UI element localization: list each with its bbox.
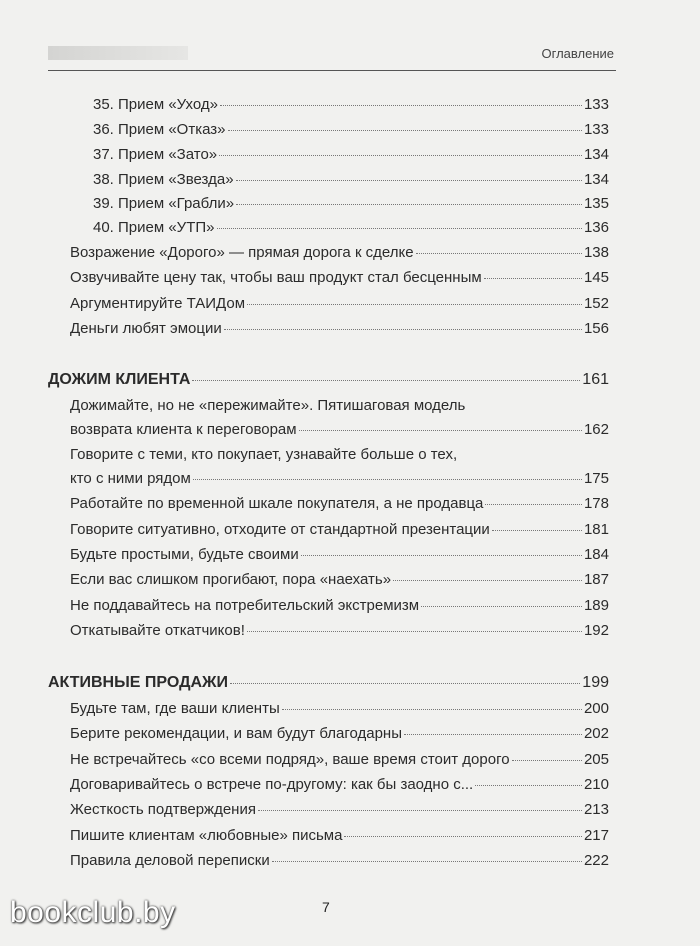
toc-entry-title: Берите рекомендации, и вам будут благодарны — [70, 725, 402, 742]
toc-section-heading — [48, 371, 609, 389]
section-title: ДОЖИМ КЛИЕНТА — [48, 371, 191, 388]
dot-leader — [421, 606, 582, 607]
toc-entry-page: 156 — [583, 320, 609, 337]
toc-entry-title: Озвучивайте цену так, чтобы ваш продукт стал бесценным — [70, 269, 482, 286]
toc-entry-title: 40. Прием «УТП» — [93, 219, 215, 236]
toc-entry-title: Работайте по временной шкале покупателя, а не продавца — [70, 495, 484, 512]
toc-entry-title: 37. Прием «Зато» — [93, 146, 218, 163]
toc-entry — [93, 171, 609, 189]
toc-entry — [70, 597, 609, 615]
dot-leader — [230, 683, 580, 684]
toc-entry-title: Аргументируйте ТАИДом — [70, 295, 246, 312]
toc-entry-page: 200 — [583, 700, 609, 717]
toc-entry-page: 133 — [583, 121, 609, 138]
dot-leader — [219, 155, 582, 156]
toc-entry-title: Будьте там, где ваши клиенты — [70, 700, 280, 717]
toc-entry — [70, 700, 609, 718]
toc-entry — [70, 244, 609, 262]
section-page: 199 — [582, 674, 609, 691]
toc-entry — [70, 521, 609, 539]
toc-entry-page: 133 — [583, 96, 609, 113]
dot-leader — [272, 861, 582, 862]
toc-entry — [70, 320, 609, 338]
dot-leader — [344, 836, 582, 837]
toc-entry-first-line: Дожимайте, но не «пережимайте». Пятишаговая модель — [70, 397, 466, 414]
toc-entry-title: 35. Прием «Уход» — [93, 96, 218, 113]
toc-entry — [93, 146, 609, 164]
toc-entry-title: Не встречайтесь «со всеми подряд», ваше время стоит дорого — [70, 751, 510, 768]
toc-entry-page: 189 — [583, 597, 609, 614]
toc-entry — [70, 546, 609, 564]
dot-leader — [220, 105, 582, 106]
toc-entry-title: 38. Прием «Звезда» — [93, 171, 234, 188]
toc-entry-page: 202 — [583, 725, 609, 742]
dot-leader — [485, 504, 582, 505]
toc-entry — [70, 295, 609, 313]
toc-entry-page: 184 — [583, 546, 609, 563]
toc-entry-page: 181 — [583, 521, 609, 538]
dot-leader — [512, 760, 582, 761]
page-number: 7 — [322, 899, 330, 915]
toc-entry — [93, 121, 609, 139]
dot-leader — [236, 204, 582, 205]
toc-entry-page: 175 — [583, 470, 609, 487]
running-header — [48, 44, 616, 71]
dot-leader — [282, 709, 582, 710]
toc-entry-title: 39. Прием «Грабли» — [93, 195, 235, 212]
header-title: Оглавление — [541, 46, 614, 61]
toc-entry-title: Пишите клиентам «любовные» письма — [70, 827, 343, 844]
section-page: 161 — [582, 371, 609, 388]
toc-entry-page: 136 — [583, 219, 609, 236]
toc-entry — [70, 852, 609, 870]
toc-entry — [70, 495, 609, 513]
toc-entry-page: 134 — [583, 146, 609, 163]
toc-entry-page: 138 — [583, 244, 609, 261]
dot-leader — [224, 329, 582, 330]
toc-entry-title: Откатывайте откатчиков! — [70, 622, 245, 639]
toc-entry-title: Не поддавайтесь на потребительский экстремизм — [70, 597, 420, 614]
header-decor-bar — [48, 46, 188, 60]
toc-entry-page: 192 — [583, 622, 609, 639]
dot-leader — [247, 631, 582, 632]
toc-entry-page: 210 — [583, 776, 609, 793]
section-title: АКТИВНЫЕ ПРОДАЖИ — [48, 674, 228, 691]
dot-leader — [258, 810, 582, 811]
toc-entry-page: 217 — [583, 827, 609, 844]
toc-entry-first-line: Говорите с теми, кто покупает, узнавайте больше о тех, — [70, 446, 458, 463]
toc-entry-title: Если вас слишком прогибают, пора «наехать» — [70, 571, 392, 588]
toc-entry-page: 145 — [583, 269, 609, 286]
toc-entry-title: 36. Прием «Отказ» — [93, 121, 226, 138]
toc-entry — [93, 195, 609, 213]
dot-leader — [475, 785, 582, 786]
toc-entry-title: Будьте простыми, будьте своими — [70, 546, 299, 563]
toc-entry-page: 178 — [583, 495, 609, 512]
toc-entry-page: 213 — [583, 801, 609, 818]
toc-section-heading — [48, 674, 609, 692]
dot-leader — [416, 253, 582, 254]
toc-entry-page: 152 — [583, 295, 609, 312]
toc-entry-page: 162 — [583, 421, 609, 438]
toc-entry — [70, 827, 609, 845]
toc-entry-title: Деньги любят эмоции — [70, 320, 222, 337]
toc-entry — [93, 96, 609, 114]
toc-entry — [70, 801, 609, 819]
toc-entry-page: 135 — [583, 195, 609, 212]
toc-entry-title: возврата клиента к переговорам — [70, 421, 297, 438]
dot-leader — [236, 180, 582, 181]
toc-entry-title: Говорите ситуативно, отходите от стандартной презентации — [70, 521, 490, 538]
toc-entry — [70, 571, 609, 589]
dot-leader — [299, 430, 582, 431]
dot-leader — [193, 479, 582, 480]
dot-leader — [492, 530, 582, 531]
toc-entry — [70, 470, 609, 488]
toc-entry-title: Жесткость подтверждения — [70, 801, 256, 818]
toc-entry-page: 222 — [583, 852, 609, 869]
toc-entry — [70, 622, 609, 640]
dot-leader — [192, 380, 580, 381]
dot-leader — [301, 555, 582, 556]
dot-leader — [393, 580, 582, 581]
dot-leader — [247, 304, 582, 305]
toc-entry — [70, 421, 609, 439]
toc-entry — [70, 751, 609, 769]
watermark: bookclub.by — [10, 896, 176, 929]
dot-leader — [404, 734, 582, 735]
toc-entry — [70, 269, 609, 287]
toc-entry-page: 205 — [583, 751, 609, 768]
toc-entry — [70, 776, 609, 794]
toc-entry — [70, 725, 609, 743]
dot-leader — [228, 130, 582, 131]
toc-entry-title: Правила деловой переписки — [70, 852, 270, 869]
toc-entry-title: кто с ними рядом — [70, 470, 191, 487]
toc-entry-page: 134 — [583, 171, 609, 188]
dot-leader — [217, 228, 582, 229]
toc-entry-page: 187 — [583, 571, 609, 588]
toc-entry-title: Возражение «Дорого» — прямая дорога к сделке — [70, 244, 414, 261]
toc-entry-title: Договаривайтесь о встрече по-другому: как бы заодно с... — [70, 776, 474, 793]
dot-leader — [484, 278, 582, 279]
toc-entry — [93, 219, 609, 237]
